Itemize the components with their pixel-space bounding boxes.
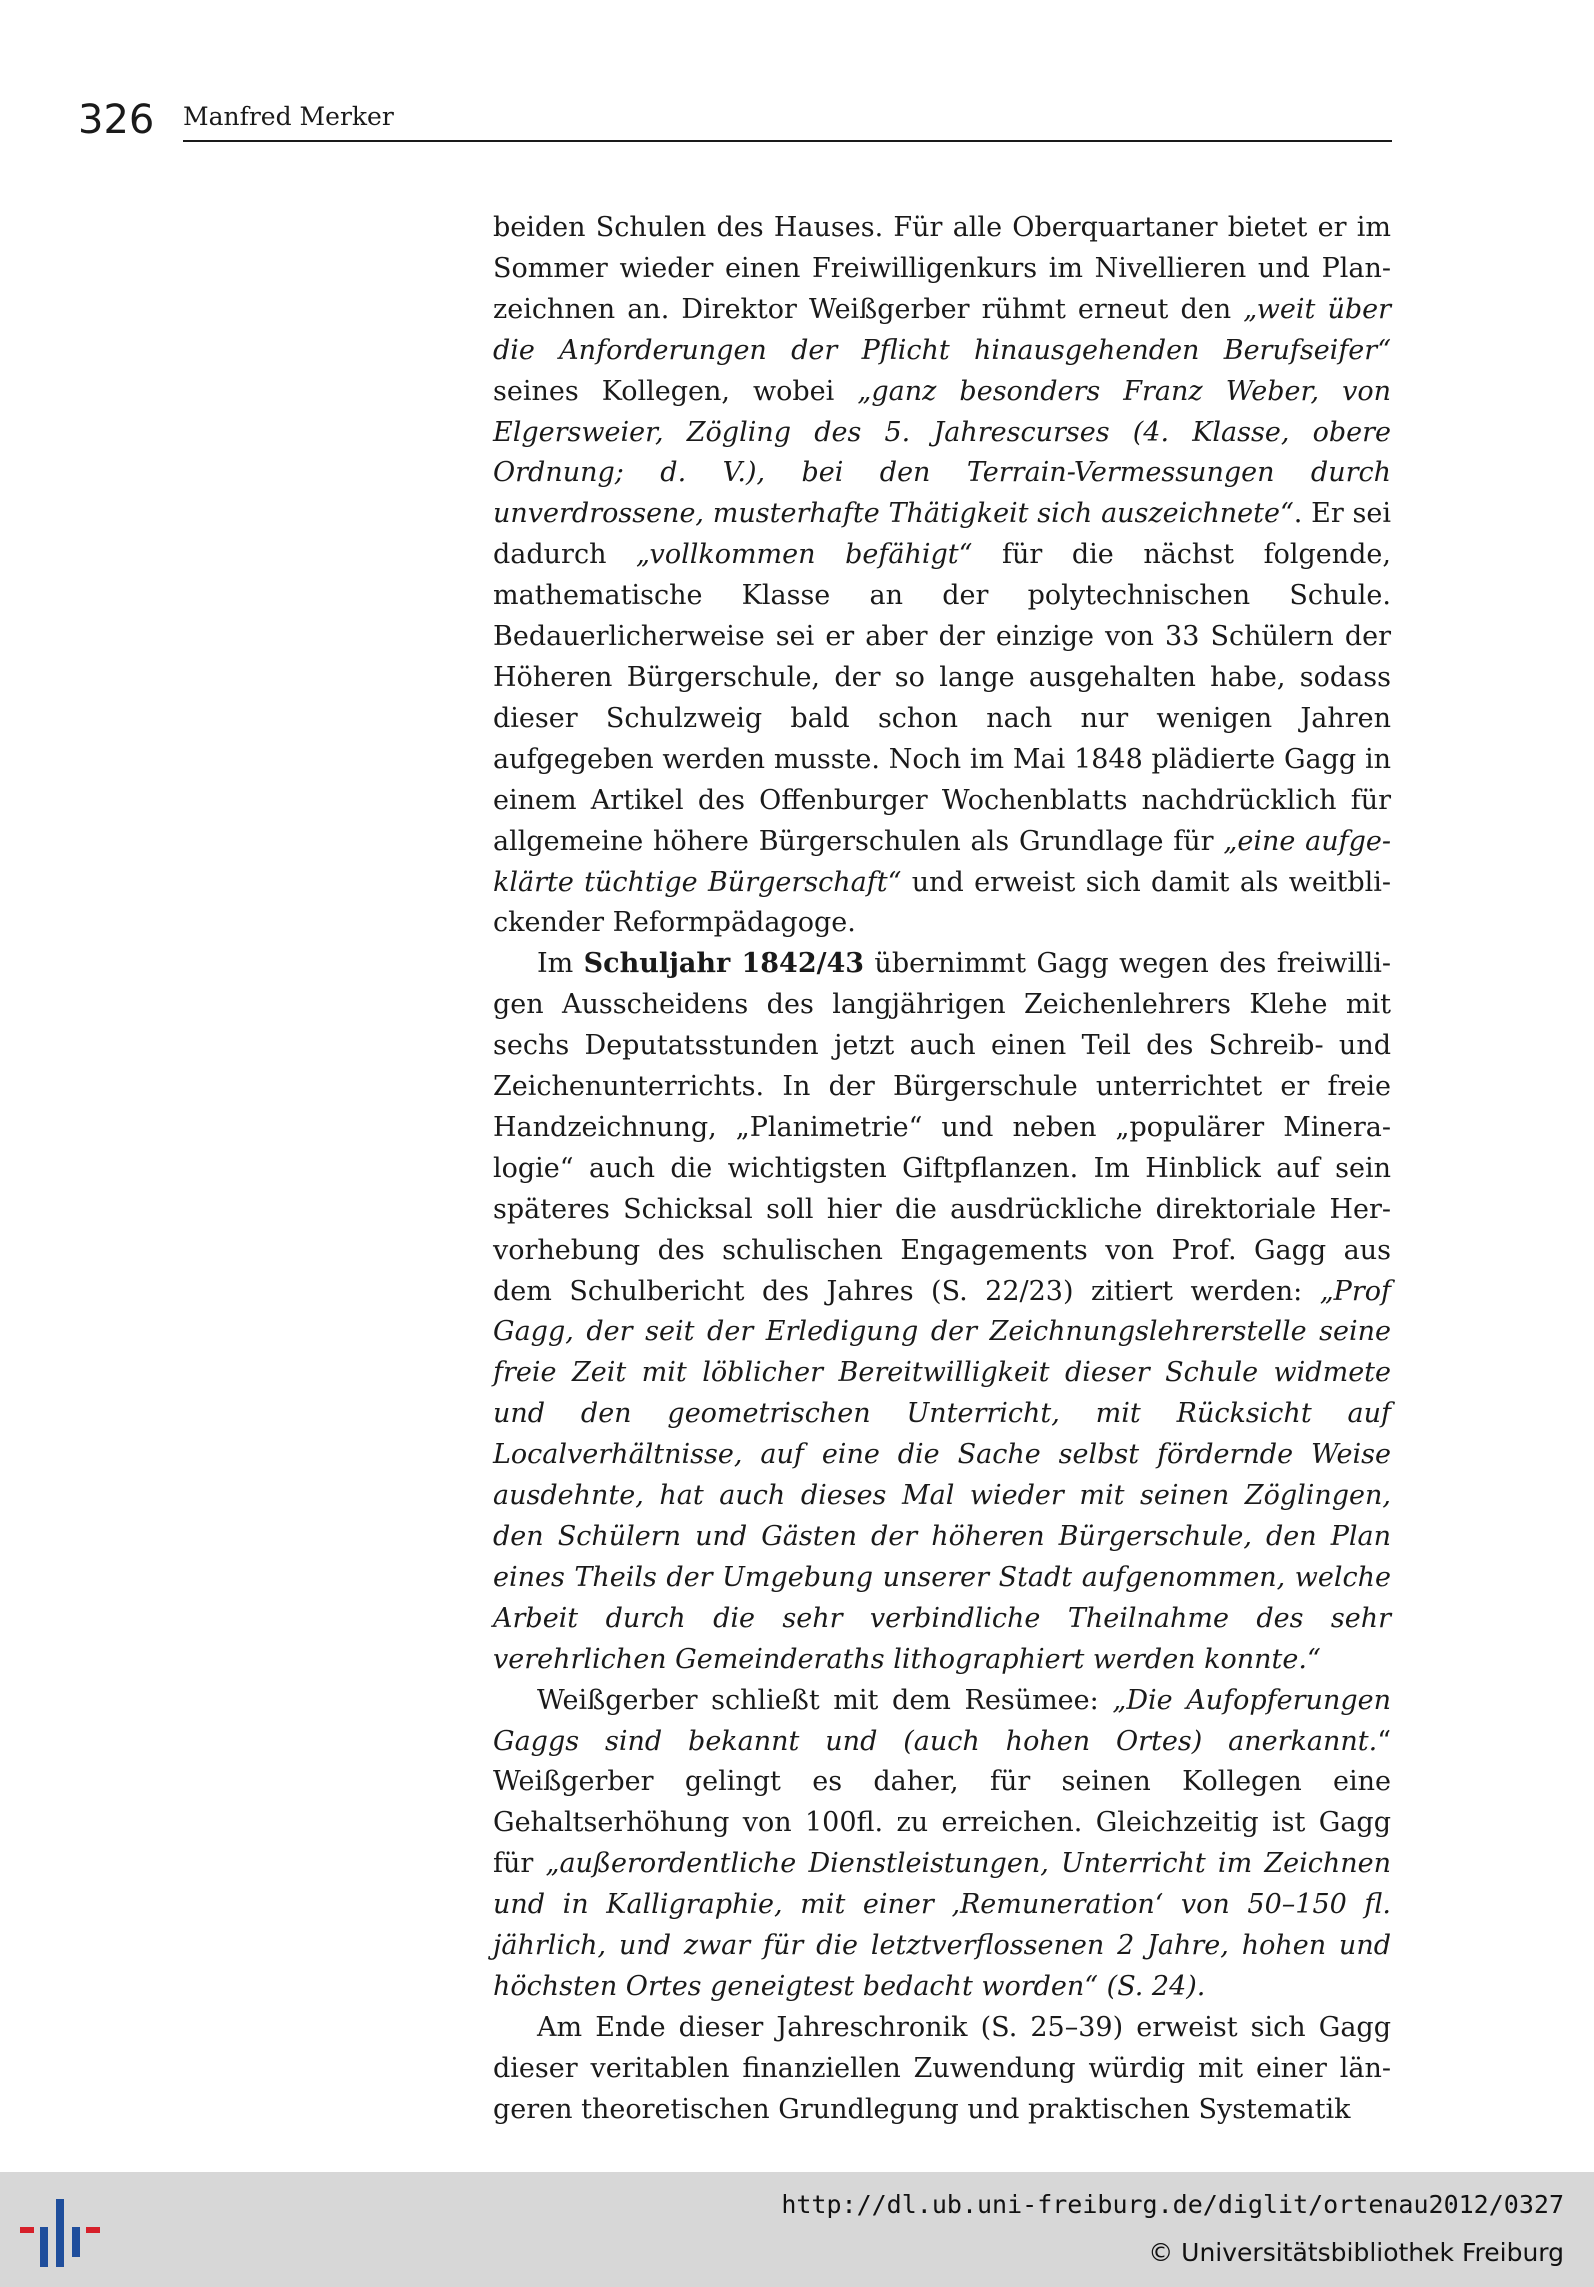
paragraph: [493, 2008, 1391, 2131]
paragraph: [493, 1681, 1391, 2008]
ub-freiburg-logo-icon: [18, 2197, 102, 2269]
header-rule: [183, 140, 1392, 142]
quote-segment: „weit über die Anforderungen der Pflicht hinausgehenden Berufseifer“: [493, 293, 1391, 366]
digital-collection-link[interactable]: http://dl.ub.uni-freiburg.de/diglit/ortenau2012/0327: [781, 2190, 1564, 2219]
quote-segment: „außerordentliche Dienstleistungen, Unterricht im Zeichnen und in Kalligraphie, mit einer ‚Remuneration‘ von 50–150 fl. jährlich, und zwar für die letztverflossenen 2 Jahre, hohen und höchsten Ortes geneigtest bedacht worden“ (S. 24).: [493, 1848, 1391, 2002]
text-segment: für die nächst folgende, mathematische Klasse an der polytechnischen Schule. Bedauerlicherweise sei er aber der einzige von 33 Schülern der Höheren Bürgerschule, der so lange ausgehalten habe, sodass dieser Schulzweig bald schon nach nur wenigen Jahren aufgegeben werden musste. Noch im Mai 1848 plädierte Gagg in einem Artikel des Offenburger Wochenblatts nachdrücklich für allgemeine höhere Bürgerschulen als Grundlage für: [493, 539, 1391, 857]
copyright-notice: © Universitätsbibliothek Freiburg: [1148, 2238, 1564, 2267]
quote-segment: „eine aufgeklärte tüchtige Bürgerschaft“: [493, 825, 1391, 898]
paragraph: [493, 208, 1391, 944]
text-segment: Weißgerber schließt mit dem Resümee:: [537, 1684, 1113, 1716]
text-segment: beiden Schulen des Hauses. Für alle Oberquartaner bietet er im Sommer wieder einen Freiwilligenkurs im Nivellieren und Planzeichnen an. Direktor Weißgerber rühmt erneut den: [493, 212, 1391, 325]
body-text: [493, 208, 1391, 2131]
quote-segment: „Prof Gagg, der seit der Erledigung der Zeichnungslehrerstelle seine freie Zeit mit löblicher Bereitwilligkeit dieser Schule widmete und den geometrischen Unterricht, mit Rücksicht auf Localverhältnisse, auf eine die Sache selbst fördernde Weise ausdehnte, hat auch dieses Mal wieder mit seinen Zöglingen, den Schülern und Gästen der höheren Bürgerschule, den Plan eines Theils der Umgebung unserer Stadt aufgenommen, welche Arbeit durch die sehr verbindliche Theilnahme des sehr verehrlichen Gemeinderaths lithographiert werden konnte.“: [493, 1275, 1391, 1675]
footer-bar: [0, 2172, 1594, 2287]
text-segment: und erweist sich damit als weitblickender Reformpädagoge.: [493, 866, 1391, 939]
text-segment: Im: [537, 948, 584, 980]
page-number: 326: [78, 97, 155, 143]
quote-segment: „ganz besonders Franz Weber, von Elgersweier, Zögling des 5. Jahrescurses (4. Klasse, obere Ordnung; d. V.), bei den Terrain-Vermessungen durch unverdrossene, musterhafte Thätigkeit sich auszeichnete“: [493, 375, 1392, 530]
running-head: Manfred Merker: [183, 102, 394, 131]
text-segment: seines Kollegen, wobei: [493, 375, 858, 407]
text-segment: “ Weißgerber gelingt es daher, für seinen Kollegen eine Gehaltserhöhung von 100fl. zu erreichen. Gleichzeitig ist Gagg für: [493, 1725, 1391, 1880]
quote-segment: „Die Aufopferungen Gaggs sind bekannt und (auch hohen Ortes) anerkannt.: [493, 1684, 1391, 1757]
quote-segment: „vollkommen befähigt“: [636, 539, 973, 571]
text-segment: . Er sei dadurch: [493, 498, 1391, 571]
paragraph: [493, 944, 1391, 1680]
text-segment: Am Ende dieser Jahreschronik (S. 25–39) erweist sich Gagg dieser veritablen finanziellen Zuwendung würdig mit einer längeren theoretischen Grundlegung und praktischen Systematik: [493, 2011, 1391, 2125]
bold-segment: Schuljahr 1842/43: [583, 948, 865, 980]
text-segment: übernimmt Gagg wegen des freiwilligen Ausscheidens des langjährigen Zeichenlehrers Klehe mit sechs Deputatsstunden jetzt auch einen Teil des Schreib- und Zeichenunterrichts. In der Bürgerschule unterrichtet er freie Handzeichnung, „Planimetrie“ und neben „populärer Mineralogie“ auch die wichtigsten Giftpflanzen. Im Hinblick auf sein späteres Schicksal soll hier die ausdrückliche direktoriale Hervorhebung des schulischen Engagements von Prof. Gagg aus dem Schulbericht des Jahres (S. 22/23) zitiert werden:: [493, 948, 1392, 1307]
